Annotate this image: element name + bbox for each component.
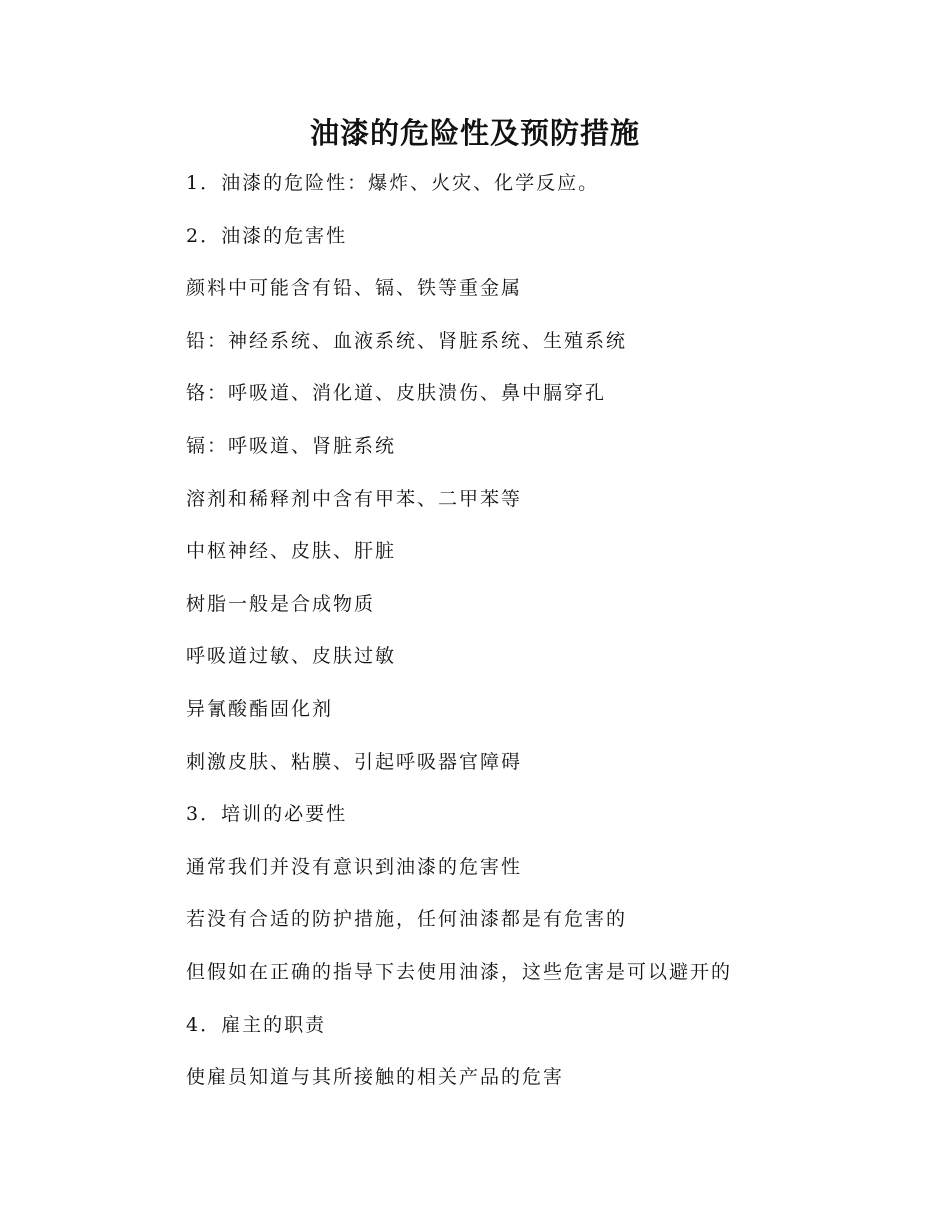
text-line: 1．油漆的危险性：爆炸、火灾、化学反应。 <box>186 172 600 194</box>
text-line: 树脂一般是合成物质 <box>186 592 376 615</box>
document-title: 油漆的危险性及预防措施 <box>309 116 640 150</box>
text-line: 4．雇主的职责 <box>186 1013 327 1036</box>
text-line: 但假如在正确的指导下去使用油漆，这些危害是可以避开的 <box>186 960 733 983</box>
text-line: 使雇员知道与其所接触的相关产品的危害 <box>186 1066 565 1089</box>
text-line: 刺激皮肤、粘膜、引起呼吸器官障碍 <box>186 750 523 773</box>
text-line: 颜料中可能含有铅、镉、铁等重金属 <box>186 277 523 300</box>
text-line: 溶剂和稀释剂中含有甲苯、二甲苯等 <box>186 487 523 510</box>
text-line: 若没有合适的防护措施，任何油漆都是有危害的 <box>186 908 628 931</box>
text-line: 呼吸道过敏、皮肤过敏 <box>186 645 397 668</box>
text-line: 铬：呼吸道、消化道、皮肤溃伤、鼻中膈穿孔 <box>186 382 607 405</box>
text-line: 通常我们并没有意识到油漆的危害性 <box>186 855 523 878</box>
text-line: 铅：神经系统、血液系统、肾脏系统、生殖系统 <box>186 329 628 352</box>
text-line: 3．培训的必要性 <box>186 803 348 826</box>
text-line: 镉：呼吸道、肾脏系统 <box>186 434 397 457</box>
document-body <box>186 168 886 1115</box>
text-line: 中枢神经、皮肤、肝脏 <box>186 540 397 563</box>
text-line: 异氰酸酯固化剂 <box>186 697 334 720</box>
text-line: 2．油漆的危害性 <box>186 224 348 247</box>
